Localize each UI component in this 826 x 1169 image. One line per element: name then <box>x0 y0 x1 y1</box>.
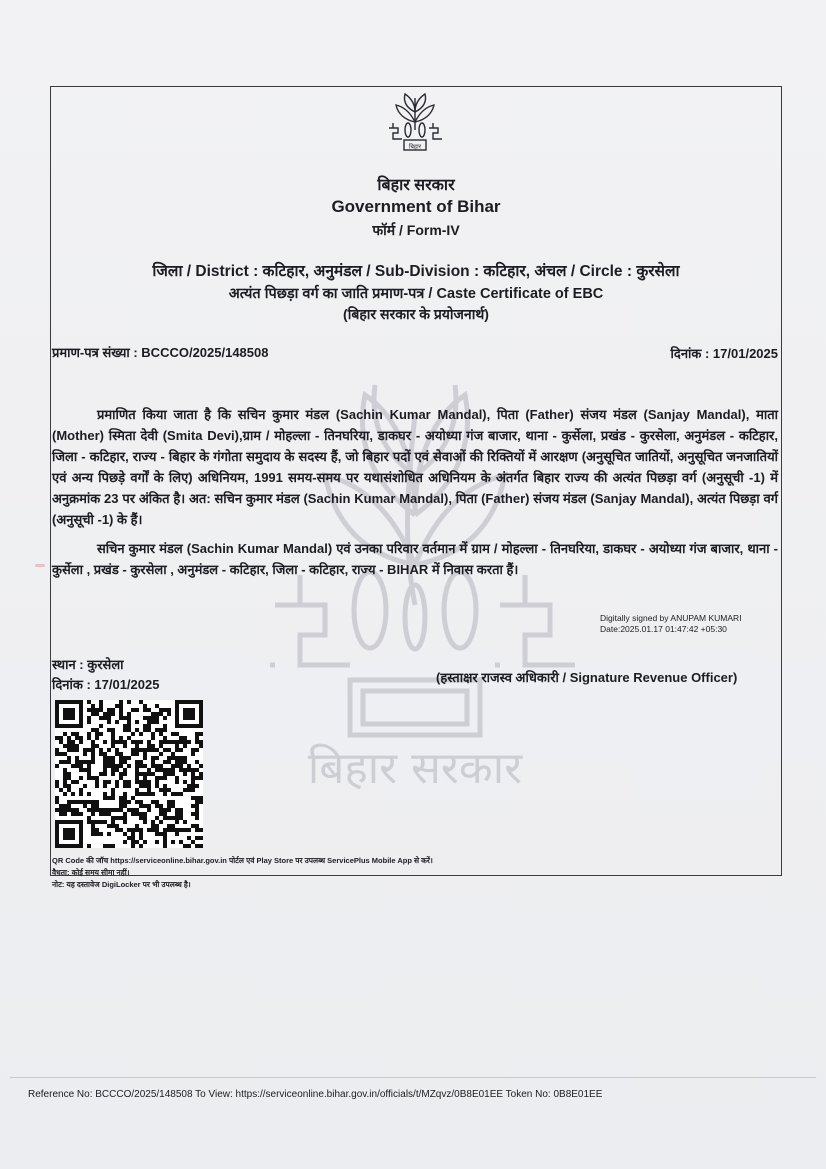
digital-signature-date: Date:2025.01.17 01:47:42 +05:30 <box>600 624 727 634</box>
district-line: जिला / District : कटिहार, अनुमंडल / Sub-Division : कटिहार, अंचल / Circle : कुरसेला <box>152 263 680 280</box>
footer-divider <box>10 1077 816 1078</box>
place-date: दिनांक : 17/01/2025 <box>52 677 160 692</box>
certificate-paragraph-2: सचिन कुमार मंडल (Sachin Kumar Mandal) एवं उनका परिवार वर्तमान में ग्राम / मोहल्ला - तिनघरिया, डाकघर - अयोध्या गंज बाजार, थाना - कुर्सेला , प्रखंड - कुरसेला , अनुमंडल - कटिहार, जिला - कटिहार, राज्य - BIHAR में निवास करता हैं। <box>52 541 778 577</box>
pink-mark <box>35 564 45 567</box>
certificate-paragraph-1: प्रमाणित किया जाता है कि सचिन कुमार मंडल (Sachin Kumar Mandal), पिता (Father) संजय मंडल (Sanjay Mandal), माता (Mother) स्मिता देवी (Smita Devi),ग्राम / मोहल्ला - तिनघरिया, डाकघर - अयोध्या गंज बाजार, थाना - कुर्सेला, प्रखंड - कुरसेला, अनुमंडल - कटिहार, जिला - कटिहार, राज्य - बिहार के गंगोता समुदाय के सदस्य हैं, जो बिहार पदों एवं सेवाओं की रिक्तियों में आरक्षण (अनुसूचित जातियों, अनुसूचित जनजातियों एवं अन्य पिछड़े वर्गों के लिए) अधिनियम, 1991 समय-समय पर यथासंशोधित अधिनियम के अंतर्गत बिहार राज्य की अत्यंत पिछड़ा वर्ग (अनुसूची -1) में अनुक्रमांक 23 पर अंकित है। अत: सचिन कुमार मंडल (Sachin Kumar Mandal), पिता (Father) संजय मंडल (Sanjay Mandal), अत्यंत पिछड़ा वर्ग (अनुसूची -1) के हैं। <box>52 407 778 527</box>
qr-code[interactable] <box>55 700 203 848</box>
digilocker-note: नोट: यह दस्तावेज DigiLocker पर भी उपलब्ध है। <box>52 880 191 889</box>
emblem-text: बिहार <box>408 143 422 151</box>
header-english-title: Government of Bihar <box>331 197 501 216</box>
certificate-number: प्रमाण-पत्र संख्या : BCCCO/2025/148508 <box>52 345 269 360</box>
digital-signature-signer: Digitally signed by ANUPAM KUMARI <box>600 613 742 623</box>
bihar-emblem-icon <box>383 90 447 154</box>
qr-verify-note: QR Code की जॉच https://serviceonline.bihar.gov.in पोर्टल एवं Play Store पर उपलब्ध ServicePlus Mobile App से करें। <box>52 856 433 865</box>
verification-notes <box>52 855 433 891</box>
signature-label: (हस्ताक्षर राजस्व अधिकारी / Signature Revenue Officer) <box>436 670 738 685</box>
footer-reference: Reference No: BCCCO/2025/148508 To View: https://serviceonline.bihar.gov.in/officials/t/MZqvz/0B8E01EE Token No: 0B8E01EE <box>28 1089 603 1100</box>
certificate-title: अत्यंत पिछड़ा वर्ग का जाति प्रमाण-पत्र / Caste Certificate of EBC <box>228 286 604 302</box>
place-label: स्थान : कुरसेला <box>52 657 124 672</box>
place-and-date <box>52 655 159 695</box>
form-label: फॉर्म / Form-IV <box>372 222 460 238</box>
digital-signature <box>600 613 742 635</box>
header-hindi-title: बिहार सरकार <box>377 177 455 194</box>
validity-note: वैधता: कोई समय सीमा नहीं। <box>52 868 130 877</box>
certificate-purpose: (बिहार सरकार के प्रयोजनार्थ) <box>343 306 489 322</box>
watermark-text: बिहार सरकार <box>307 743 523 794</box>
certificate-date: दिनांक : 17/01/2025 <box>670 346 778 361</box>
